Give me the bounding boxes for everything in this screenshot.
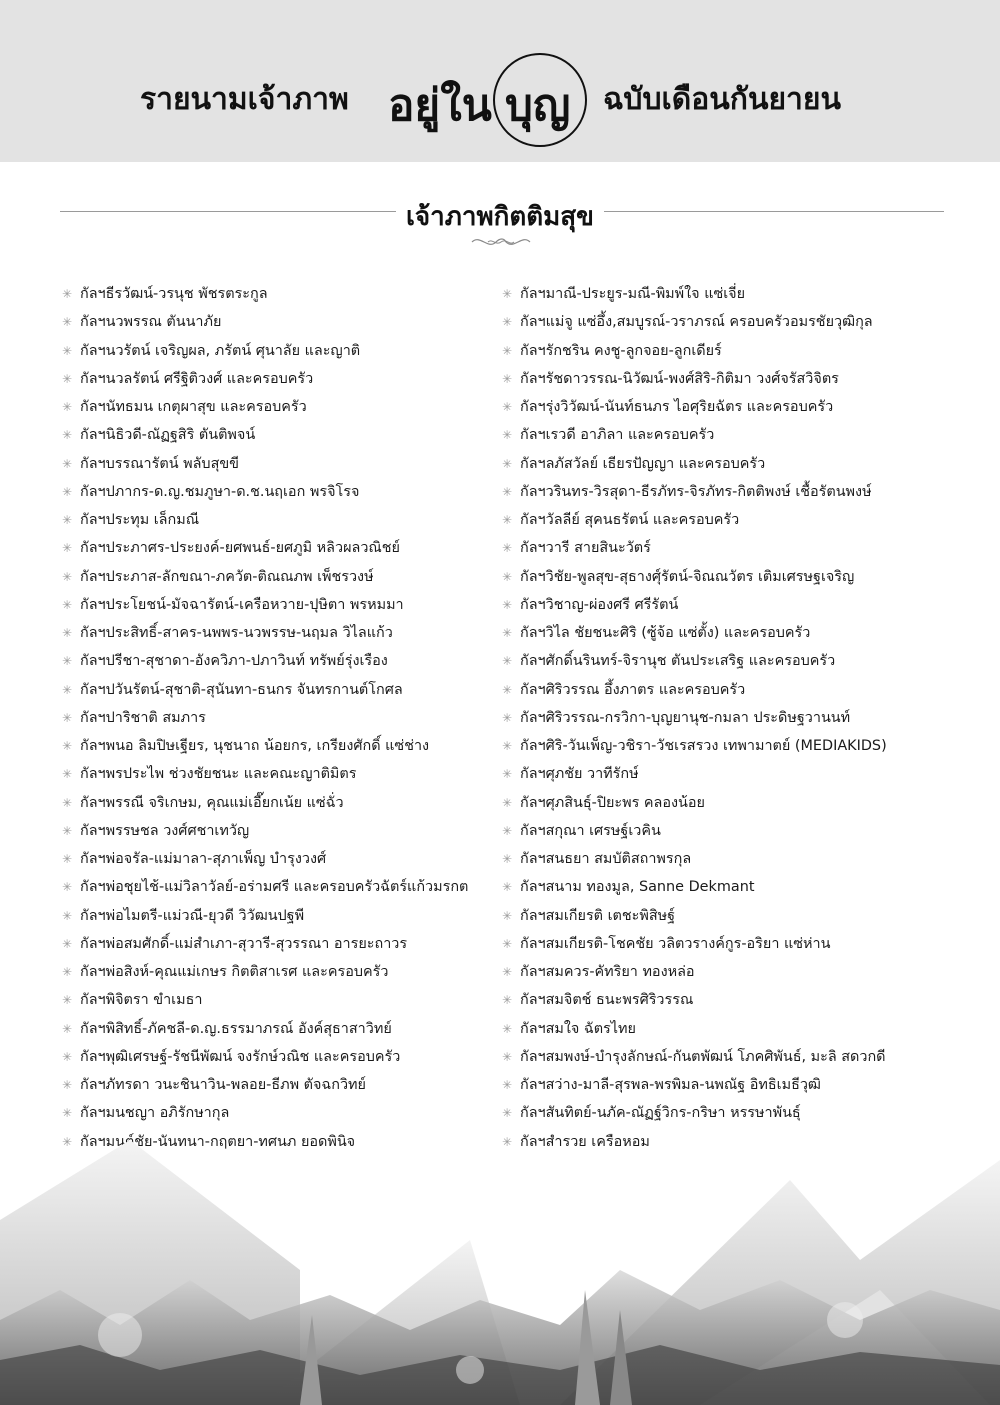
donor-name-left (62, 534, 492, 562)
donor-name-text: กัลฯวิชาญ-ผ่องศรี ศรีรัตน์ (520, 596, 679, 613)
bullet-icon: ✳ (502, 626, 513, 640)
donor-name-right (502, 534, 942, 562)
bullet-icon: ✳ (62, 654, 73, 669)
donor-name-left (62, 619, 492, 647)
bullet-icon: ✳ (62, 767, 73, 782)
donor-name-left (62, 308, 492, 336)
donor-name-right (502, 421, 942, 449)
donor-name-text: กัลฯพิสิทธิ์-ภัคชลี-ด.ญ.ธรรมาภรณ์ อังค์สุธาสาวิทย์ (80, 1020, 392, 1037)
names-column-left (62, 280, 492, 1156)
donor-name-right (502, 760, 942, 788)
bullet-icon: ✳ (502, 767, 513, 782)
header-title-right: ฉบับเดือนกันยายน (603, 82, 841, 117)
donor-name-text: กัลฯสกุณา เศรษฐ์เวคิน (520, 822, 661, 839)
bullet-icon: ✳ (502, 569, 513, 584)
donor-name-right (502, 450, 942, 478)
donor-name-left (62, 591, 492, 619)
header-banner (0, 0, 1000, 162)
bullet-icon: ✳ (62, 371, 73, 386)
donor-name-right (502, 365, 942, 393)
donor-name-text: กัลฯพ่อไมตรี-แม่วณี-ยุวดี วิวัฒนปฐพี (80, 907, 305, 924)
donor-name-text: กัลฯวารี สายสินะวัตร์ (520, 540, 651, 557)
bullet-icon: ✳ (502, 1134, 513, 1149)
donor-name-text: กัลฯพนอ ลิมปิษเฐียร, นุชนาถ น้อยกร, เกรียงศักดิ์ แซ่ช่าง (80, 738, 430, 754)
bullet-icon: ✳ (502, 710, 513, 725)
bullet-icon: ✳ (502, 654, 513, 669)
bullet-icon: ✳ (502, 823, 513, 838)
donor-name-right (502, 280, 942, 308)
donor-name-text: กัลฯวัลลีย์ สุคนธรัตน์ และครอบครัว (520, 512, 740, 528)
donor-name-text: กัลฯประทุม เล็กมณี (80, 512, 200, 528)
donor-name-text: กัลฯศิริวรรณ อึ้งภาตร และครอบครัว (520, 681, 746, 698)
donor-name-text: กัลฯนัทธมน เกตุผาสุข และครอบครัว (80, 399, 307, 415)
donor-name-left (62, 704, 492, 732)
bullet-icon: ✳ (502, 315, 513, 330)
names-column-right (502, 280, 942, 1156)
donor-name-left (62, 393, 492, 421)
bullet-icon: ✳ (62, 400, 73, 414)
donor-name-right (502, 563, 942, 591)
donor-name-text: กัลฯศุภสินธุ์-ปิยะพร คลองน้อย (520, 794, 705, 811)
bullet-icon: ✳ (62, 484, 73, 499)
bullet-icon: ✳ (502, 1078, 513, 1092)
donor-name-text: กัลฯประภาส-ลักขณา-ภควัต-ติณณภพ เพ็ชรวงษ์ (80, 568, 374, 585)
donor-name-text: กัลฯธีรวัฒน์-วรนุช พัชรตระกูล (80, 286, 268, 302)
donor-name-text: กัลฯพ่อสิงห์-คุณแม่เกษร กิตติสาเรศ และครอบครัว (80, 964, 389, 980)
donor-name-text: กัลฯนิธิวดี-ณัฏฐสิริ ตันติพจน์ (80, 427, 256, 444)
donor-name-right (502, 393, 942, 421)
bullet-icon: ✳ (502, 739, 513, 753)
bullet-icon: ✳ (502, 1021, 513, 1036)
bullet-icon: ✳ (62, 541, 73, 556)
donor-name-text: กัลฯเรวดี อาภิลา และครอบครัว (520, 427, 715, 444)
donor-name-text: กัลฯรักชริน คงชู-ลูกจอย-ลูกเดียร์ (520, 342, 722, 359)
donor-name-text: กัลฯสนธยา สมบัติสถาพรกุล (520, 851, 692, 867)
donor-name-text: กัลฯสำรวย เครือหอม (520, 1133, 650, 1150)
logo-word-2: บุญ (505, 80, 571, 131)
donor-name-right (502, 789, 942, 817)
bullet-icon: ✳ (502, 287, 513, 301)
bullet-icon: ✳ (62, 993, 73, 1008)
bullet-icon: ✳ (502, 484, 513, 499)
donor-name-text: กัลฯนวลรัตน์ ศรีฐิติวงศ์ และครอบครัว (80, 370, 314, 387)
donor-name-text: กัลฯสว่าง-มาลี-สุรพล-พรพิมล-นพณัฐ อิทธิเมธีวุฒิ (520, 1077, 821, 1093)
bullet-icon: ✳ (62, 1134, 73, 1149)
donor-name-right (502, 704, 942, 732)
donor-name-text: กัลฯวิไล ชัยชนะศิริ (ซู้จ้อ แซ่ตั้ง) และครอบครัว (520, 625, 811, 641)
decorative-crystal-landscape (0, 1120, 1000, 1405)
bullet-icon: ✳ (502, 371, 513, 386)
donor-name-right (502, 478, 942, 506)
donor-name-text: กัลฯปภากร-ด.ญ.ชมภูษา-ด.ช.นฤเอก พรจิโรจ (80, 483, 360, 500)
bullet-icon: ✳ (62, 597, 73, 612)
header-title-left: รายนามเจ้าภาพ (140, 82, 349, 117)
bullet-icon: ✳ (62, 739, 73, 753)
bullet-icon: ✳ (62, 456, 73, 471)
donor-name-text: กัลฯมนต์ชัย-นันทนา-กฤตยา-ทศนภ ยอดพินิจ (80, 1133, 356, 1150)
donor-name-text: กัลฯประสิทธิ์-สาคร-นพพร-นวพรรษ-นฤมล วิไลแก้ว (80, 625, 393, 641)
donor-name-right (502, 676, 942, 704)
donor-name-right (502, 958, 942, 986)
donor-name-right (502, 817, 942, 845)
bullet-icon: ✳ (502, 428, 513, 443)
bullet-icon: ✳ (502, 513, 513, 527)
donor-name-left (62, 1043, 492, 1071)
donor-name-text: กัลฯลภัสวัลย์ เธียรปัญญา และครอบครัว (520, 455, 766, 472)
bullet-icon: ✳ (62, 936, 73, 951)
donor-name-text: กัลฯภัทรดา วนะชินาวิน-พลอย-ธีภพ ตัจฉกวิทย์ (80, 1077, 366, 1093)
donor-name-right (502, 930, 942, 958)
donor-name-left (62, 676, 492, 704)
bullet-icon: ✳ (62, 1021, 73, 1036)
ornament-flourish (470, 234, 532, 250)
donor-name-right (502, 986, 942, 1014)
donor-name-text: กัลฯแม่จู แซ่อึ้ง,สมบูรณ์-วราภรณ์ ครอบครัวอมรชัยวุฒิกุล (520, 314, 873, 331)
donor-name-text: กัลฯศุภชัย วาทีรักษ์ (520, 766, 639, 783)
donor-name-text: กัลฯพรประไพ ช่วงชัยชนะ และคณะญาติมิตร (80, 766, 357, 783)
bullet-icon: ✳ (62, 852, 73, 866)
donor-name-text: กัลฯวรินทร-วิรสุดา-ธีรภัทร-จิรภัทร-กิตติพงษ์ เชื้อรัตนพงษ์ (520, 483, 872, 500)
donor-name-left (62, 280, 492, 308)
donor-name-right (502, 902, 942, 930)
donor-name-text: กัลฯสนาม ทองมูล, Sanne Dekmant (520, 879, 755, 896)
donor-name-right (502, 845, 942, 873)
donor-name-right (502, 506, 942, 534)
bullet-icon: ✳ (62, 1106, 73, 1121)
logo (380, 50, 595, 150)
bullet-icon: ✳ (502, 852, 513, 866)
bullet-icon: ✳ (62, 795, 73, 810)
donor-name-left (62, 647, 492, 675)
bullet-icon: ✳ (502, 1049, 513, 1064)
donor-name-left (62, 902, 492, 930)
donor-name-left (62, 1015, 492, 1043)
donor-name-right (502, 1015, 942, 1043)
donor-name-right (502, 308, 942, 336)
bullet-icon: ✳ (502, 965, 513, 979)
donor-name-left (62, 845, 492, 873)
bullet-icon: ✳ (502, 597, 513, 612)
bullet-icon: ✳ (502, 993, 513, 1008)
bullet-icon: ✳ (62, 569, 73, 584)
donor-name-right (502, 732, 942, 760)
bullet-icon: ✳ (62, 1049, 73, 1064)
donor-name-text: กัลฯรุ่งวิวัฒน์-นันท์ธนภร ไอศุริยฉัตร และครอบครัว (520, 399, 834, 415)
bullet-icon: ✳ (502, 456, 513, 471)
donor-name-text: กัลฯมนชญา อภิรักษากุล (80, 1105, 230, 1122)
donor-name-left (62, 732, 492, 760)
donor-name-text: กัลฯพ่อจรัล-แม่มาลา-สุภาเพ็ญ บำรุงวงศ์ (80, 851, 327, 867)
donor-name-text: กัลฯพ่อชุยไช้-แม่วิลาวัลย์-อร่ามศรี และครอบครัวฉัตร์แก้วมรกต (80, 879, 469, 896)
bullet-icon: ✳ (62, 908, 73, 923)
donor-name-right (502, 1043, 942, 1071)
donor-name-text: กัลฯสมใจ ฉัตรไทย (520, 1020, 636, 1037)
donor-name-left (62, 986, 492, 1014)
donor-name-text: กัลฯศักดิ์นรินทร์-จิรานุช ตันประเสริฐ และครอบครัว (520, 653, 836, 670)
bullet-icon: ✳ (502, 343, 513, 358)
donor-name-text: กัลฯประโยชน์-มัจฉารัตน์-เครือหวาย-ปุษิตา พรหมมา (80, 596, 404, 613)
donor-name-text: กัลฯนวพรรณ ตันนาภัย (80, 314, 222, 331)
donor-name-text: กัลฯปวันรัตน์-สุชาติ-สุนันทา-ธนกร จันทรกานต์โกศล (80, 681, 403, 698)
donor-name-text: กัลฯพรรณี จริเกษม, คุณแม่เอี๊ยกเน้ย แซ่ฉั่ว (80, 794, 344, 811)
donor-name-text: กัลฯปาริชาติ สมภาร (80, 709, 206, 726)
bullet-icon: ✳ (502, 908, 513, 923)
donor-name-left (62, 450, 492, 478)
bullet-icon: ✳ (62, 682, 73, 697)
donor-name-right (502, 337, 942, 365)
donor-name-text: กัลฯสมจิตช์ ธนะพรศิริวรรณ (520, 992, 694, 1009)
bullet-icon: ✳ (62, 626, 73, 640)
donor-name-left (62, 563, 492, 591)
donor-name-left (62, 817, 492, 845)
donor-name-text: กัลฯสันทิตย์-นภัค-ณัฏฐ์วิกร-กริษา หรรษาพันธุ์ (520, 1105, 801, 1122)
donor-name-text: กัลฯศิริวรรณ-กรวิกา-บุญยานุช-กมลา ประดิษฐวานนท์ (520, 709, 851, 726)
donor-name-left (62, 478, 492, 506)
bullet-icon: ✳ (502, 400, 513, 414)
bullet-icon: ✳ (62, 823, 73, 838)
donor-name-right (502, 1071, 942, 1099)
donor-name-left (62, 1071, 492, 1099)
donor-name-right (502, 619, 942, 647)
donor-name-text: กัลฯพิจิตรา ขำเมธา (80, 992, 203, 1009)
bullet-icon: ✳ (502, 1106, 513, 1121)
bullet-icon: ✳ (62, 710, 73, 725)
bullet-icon: ✳ (62, 315, 73, 330)
donor-name-left (62, 365, 492, 393)
donor-name-text: กัลฯสมเกียรติ-โชคชัย วลิตวรางค์กูร-อริยา แซ่ห่าน (520, 935, 831, 952)
bullet-icon: ✳ (62, 343, 73, 358)
donor-name-text: กัลฯประภาศร-ประยงค์-ยศพนธ์-ยศภูมิ หลิวผลวณิชย์ (80, 540, 400, 557)
donor-name-left (62, 789, 492, 817)
donor-name-right (502, 591, 942, 619)
donor-name-text: กัลฯรัชดาวรรณ-นิวัฒน์-พงศ์สิริ-กิติมา วงศ์จรัสวิจิตร (520, 370, 839, 387)
donor-name-text: กัลฯปรีชา-สุชาดา-อังควิภา-ปภาวินท์ ทรัพย์รุ่งเรือง (80, 653, 388, 670)
donor-name-left (62, 930, 492, 958)
donor-name-right (502, 647, 942, 675)
bullet-icon: ✳ (502, 541, 513, 556)
bullet-icon: ✳ (62, 965, 73, 979)
donor-name-left (62, 958, 492, 986)
donor-name-text: กัลฯบรรณารัตน์ พลับสุขขี (80, 455, 240, 472)
bullet-icon: ✳ (62, 428, 73, 443)
bullet-icon: ✳ (502, 682, 513, 697)
donor-name-left (62, 873, 492, 901)
donor-name-right (502, 873, 942, 901)
donor-name-left (62, 337, 492, 365)
logo-word-1: อยู่ใน (388, 80, 492, 131)
donor-name-text: กัลฯสมควร-คัทริยา ทองหล่อ (520, 964, 695, 980)
donor-name-text: กัลฯมาณี-ประยูร-มณี-พิมพ์ใจ แซ่เจี่ย (520, 286, 746, 302)
bullet-icon: ✳ (502, 880, 513, 895)
bullet-icon: ✳ (62, 1078, 73, 1092)
donor-name-text: กัลฯพ่อสมศักดิ์-แม่สำเภา-สุวารี-สุวรรณา อารยะถาวร (80, 935, 408, 952)
donor-name-text: กัลฯศิริ-วันเพ็ญ-วชิรา-วัชเรสรวง เทพามาตย์ (MEDIAKIDS) (520, 738, 887, 754)
donor-name-text: กัลฯสมพงษ์-บำรุงลักษณ์-กันตพัฒน์ โภคศิพันธ์, มะลิ สดวกดี (520, 1048, 886, 1065)
bullet-icon: ✳ (502, 936, 513, 951)
bullet-icon: ✳ (62, 513, 73, 527)
bullet-icon: ✳ (62, 287, 73, 301)
bullet-icon: ✳ (62, 880, 73, 895)
divider-right (604, 211, 944, 212)
donor-name-text: กัลฯวิชัย-พูลสุข-สุธางศุ์รัตน์-จิณณวัตร เติมเศรษฐเจริญ (520, 568, 855, 585)
donor-name-left (62, 421, 492, 449)
bullet-icon: ✳ (502, 795, 513, 810)
donor-name-text: กัลฯนวรัตน์ เจริญผล, ภรัตน์ ศุนาลัย และญาติ (80, 342, 361, 359)
donor-name-left (62, 760, 492, 788)
donor-name-text: กัลฯพุฒิเศรษฐ์-รัชนีพัฒน์ จงรักษ์วณิช และครอบครัว (80, 1048, 401, 1065)
donor-name-text: กัลฯสมเกียรติ เตชะพิสิษฐ์ (520, 907, 676, 924)
section-title: เจ้าภาพกิตติมสุข (406, 202, 594, 232)
donor-name-text: กัลฯพรรษชล วงศ์ศชาเทวัญ (80, 822, 250, 839)
donor-name-left (62, 506, 492, 534)
